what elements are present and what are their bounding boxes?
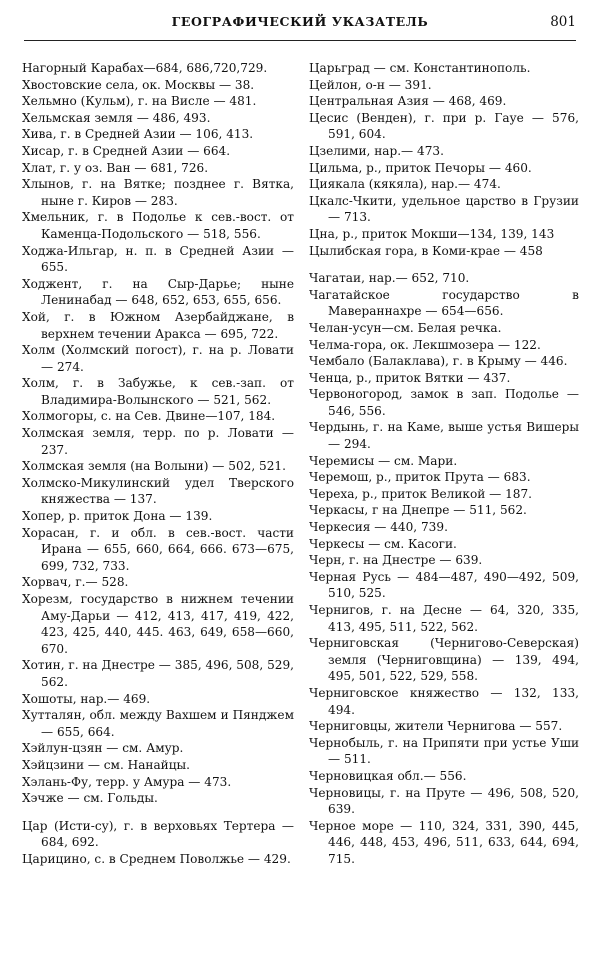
index-entry: Чернобыль, г. на Припяти при устье Уши — 511.	[309, 735, 579, 767]
letter-gap	[309, 259, 579, 270]
index-entry: Хорвач, г.— 528.	[22, 575, 129, 590]
index-entry: Черниговская (Чернигово-Северская) земля (Черниговщина) — 139, 494, 495, 501, 522, 529, 558.	[309, 636, 579, 684]
index-entry: Черкесия — 440, 739.	[309, 520, 448, 535]
index-entry: Черемисы — см. Мари.	[309, 453, 458, 468]
index-entry: Хельмно (Кульм), г. на Висле — 481.	[22, 94, 257, 109]
index-entry: Хмельник, г. в Подолье к сев.-вост. от Каменца-Подольского — 518, 556.	[22, 210, 294, 241]
header-rule	[24, 40, 576, 41]
index-entry: Хэчже — см. Гольды.	[22, 791, 158, 806]
index-entry: Хлынов, г. на Вятке; позднее г. Вятка, ныне г. Киров — 283.	[22, 177, 294, 208]
index-entry: Нагорный Карабах—684, 686,720,729.	[22, 61, 268, 75]
index-entry: Челма-гора, ок. Лекшмозера — 122.	[309, 337, 541, 352]
index-entry: Холмская земля, терр. по р. Ловати — 237.	[22, 426, 294, 457]
index-entry: Хэлань-Фу, терр. у Амура — 473.	[22, 774, 232, 789]
index-entry: Хошоты, нар.— 469.	[22, 691, 151, 706]
index-entry: Цна, р., приток Мокши—134, 139, 143	[309, 226, 555, 241]
index-entry: Червоногород, замок в зап. Подолье — 546, 556.	[309, 387, 579, 418]
index-entry: Чернигов, г. на Десне — 64, 320, 335, 413, 495, 511, 522, 562.	[309, 603, 579, 634]
index-entry: Хорезм, государство в нижнем течении Аму-Дарьи — 412, 413, 417, 419, 422, 423, 425, 440, 445. 463, 649, 658—660, 670.	[22, 592, 294, 656]
index-entry: Чагатайское государство в Мавераннахре — 654—656.	[309, 287, 579, 319]
right-column	[309, 60, 579, 868]
index-entry: Хива, г. в Средней Азии — 106, 413.	[22, 127, 254, 142]
index-entry: Центральная Азия — 468, 469.	[309, 94, 507, 109]
index-entry: Цылибская гора, в Коми-крае — 458	[309, 243, 543, 258]
index-entry: Цкалс-Чкити, удельное царство в Грузии — 713.	[309, 193, 579, 225]
index-entry: Чембало (Балаклава), г. в Крыму — 446.	[309, 354, 568, 369]
index-entry: Холмогоры, с. на Сев. Двине—107, 184.	[22, 409, 276, 424]
index-entry: Холмская земля (на Волыни) — 502, 521.	[22, 459, 286, 474]
index-entry: Хэйлун-цзян — см. Амур.	[22, 741, 184, 756]
index-entry: Цильма, р., приток Печоры — 460.	[309, 160, 532, 175]
index-entry: Челан-усун—см. Белая речка.	[309, 320, 502, 335]
index-entry: Черновицкая обл.— 556.	[309, 768, 467, 783]
page-header	[24, 14, 576, 36]
index-entry: Хлат, г. у оз. Ван — 681, 726.	[22, 160, 209, 175]
index-entry: Хисар, г. в Средней Азии — 664.	[22, 143, 231, 158]
index-entry: Ходжент, г. на Сыр-Дарье; ныне Ленинабад — 648, 652, 653, 655, 656.	[22, 276, 294, 308]
index-entry: Ходжа-Ильгар, н. п. в Средней Азии — 655.	[22, 243, 294, 275]
index-entry: Черниговцы, жители Чернигова — 557.	[309, 719, 563, 734]
index-entry: Череха, р., приток Великой — 187.	[309, 486, 533, 501]
index-entry: Ченца, р., приток Вятки — 437.	[309, 370, 511, 385]
index-entry: Черновицы, г. на Пруте — 496, 508, 520, 639.	[309, 785, 579, 817]
index-entry: Хой, г. в Южном Азербайджане, в верхнем течении Аракса — 695, 722.	[22, 309, 294, 341]
left-column	[22, 60, 294, 868]
index-entry: Хорасан, г. и обл. в сев.-вост. части Ирана — 655, 660, 664, 666. 673—675, 699, 732, 733.	[22, 525, 294, 573]
page-number: 801	[550, 14, 576, 30]
index-entry: Хэйцзини — см. Нанайцы.	[22, 757, 190, 772]
index-entry: Чагатаи, нар.— 652, 710.	[309, 271, 470, 286]
index-entry: Царицино, с. в Среднем Поволжье — 429.	[22, 851, 291, 866]
index-entry: Хопер, р. приток Дона — 139.	[22, 509, 213, 524]
index-entry: Черемош, р., приток Прута — 683.	[309, 470, 531, 485]
index-entry: Цзелими, нар.— 473.	[309, 143, 444, 158]
index-entry: Черкасы, г на Днепре — 511, 562.	[309, 503, 527, 518]
index-entry: Циякала (кякяла), нар.— 474.	[309, 177, 501, 192]
index-entry: Черная Русь — 484—487, 490—492, 509, 510, 525.	[309, 569, 579, 601]
letter-gap	[22, 807, 294, 818]
index-entry: Цар (Исти-су), г. в верховьях Тертера — 684, 692.	[22, 818, 294, 850]
index-entry: Хотин, г. на Днестре — 385, 496, 508, 529, 562.	[22, 658, 294, 689]
index-entry: Холм, г. в Забужье, к сев.-зап. от Владимира-Волынского — 521, 562.	[22, 376, 294, 407]
index-entry: Цесис (Венден), г. при р. Гауе — 576, 591, 604.	[309, 110, 579, 142]
index-entry: Чердынь, г. на Каме, выше устья Вишеры — 294.	[309, 420, 579, 452]
index-entry: Хельмская земля — 486, 493.	[22, 110, 211, 125]
index-entry: Холм (Холмский погост), г. на р. Ловати — 274.	[22, 343, 294, 374]
index-entry: Черн, г. на Днестре — 639.	[309, 553, 483, 568]
index-entry: Черниговское княжество — 132, 133, 494.	[309, 685, 579, 717]
running-title: ГЕОГРАФИЧЕСКИЙ УКАЗАТЕЛЬ	[171, 14, 429, 29]
index-entry: Черкесы — см. Касоги.	[309, 536, 457, 551]
index-entry: Хвостовские села, ок. Москвы — 38.	[22, 77, 255, 92]
index-entry: Черное море — 110, 324, 331, 390, 445, 446, 448, 453, 496, 511, 633, 644, 694, 715.	[309, 818, 579, 866]
index-entry: Холмско-Микулинский удел Тверского княжества — 137.	[22, 475, 294, 507]
index-entry: Хутталян, обл. между Вахшем и Пянджем — 655, 664.	[22, 708, 294, 739]
index-entry: Цейлон, о-н — 391.	[309, 77, 432, 92]
index-entry: Царьград — см. Константинополь.	[309, 61, 531, 75]
